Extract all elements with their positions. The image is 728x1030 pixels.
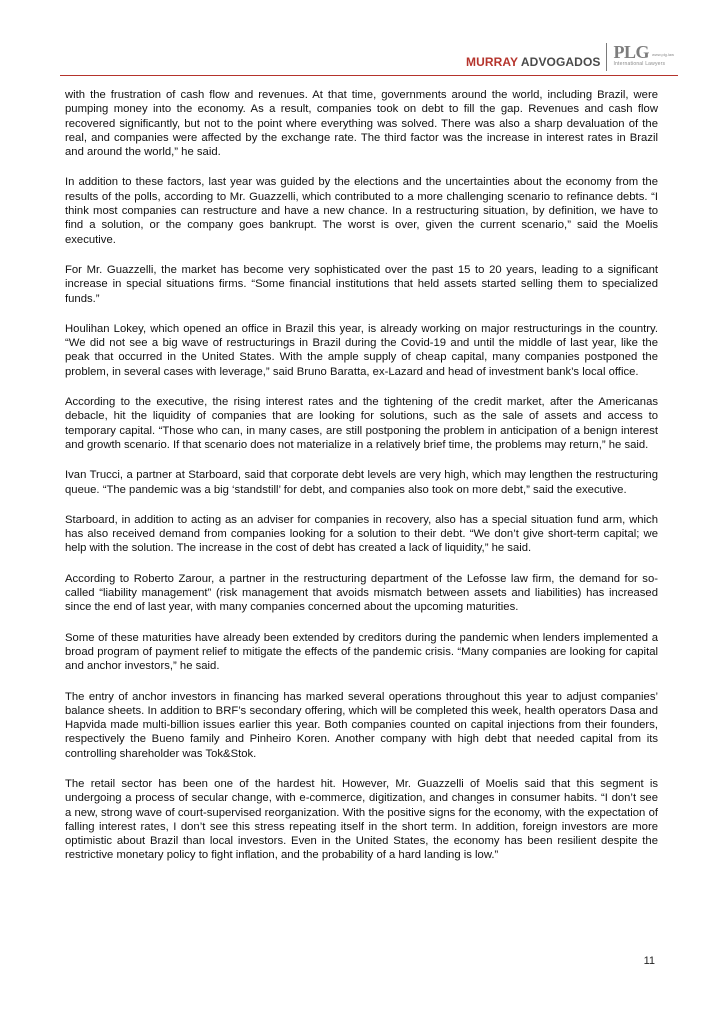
paragraph: According to the executive, the rising interest rates and the tightening of the credit market, after the Americanas debacle, hit the liquidity of companies that are looking for solutions, such as the sale of assets and access to temporary capital. “Those who can, in many cases, are still postponing the problem in anticipation of a benign interest and growth scenario. If that scenario does not materialize in a relatively brief time, the problems may return,” he said. <box>65 396 658 451</box>
paragraph: Some of these maturities have already been extended by creditors during the pandemic when lenders implemented a broad program of payment relief to mitigate the effects of the pandemic crisis. “Many companies are looking for capital and anchor investors,” he said. <box>65 631 658 673</box>
plg-subtitle: International Lawyers <box>613 61 666 67</box>
header-brand <box>466 38 678 71</box>
paragraph: with the frustration of cash flow and revenues. At that time, governments around the world, including Brazil, were pumping money into the economy. As a result, companies took on debt to fill the gap. Revenues and cash flow recovered significantly, but not to the point where everything was solved. There was also a sharp devaluation of the real, and companies were affected by the exchange rate. The third factor was the increase in interest rates in Brazil and around the world,” he said. <box>65 89 658 159</box>
header-rule <box>60 75 678 76</box>
firm-name-bold: MURRAY <box>465 55 518 69</box>
plg-small-text: www.plg.law <box>652 52 675 58</box>
paragraph: For Mr. Guazzelli, the market has become very sophisticated over the past 15 to 20 years, leading to a significant increase in special situations firms. “Some financial institutions that held assets started selling them to specialized funds.” <box>65 263 658 305</box>
paragraph: The entry of anchor investors in financing has marked several operations throughout this year to adjust companies’ balance sheets. In addition to BRF’s secondary offering, which will be completed this week, health operators Dasa and Hapvida made multi-billion issues earlier this year. Both companies counted on capital injections from their founders, respectively the Bueno family and Pinheiro Koren. Another company with high debt that needed capital from its controlling shareholder was Tok&Stok. <box>65 690 658 760</box>
firm-name <box>466 55 601 69</box>
paragraph: Starboard, in addition to acting as an adviser for companies in recovery, also has a special situation fund arm, which has also received demand from companies looking for a solution to their debt. “We don’t give short-term capital; we help with the solution. The increase in the cost of debt has created a lack of liquidity,” he said. <box>65 513 658 555</box>
paragraph: In addition to these factors, last year was guided by the elections and the uncertainties about the economy from the results of the polls, according to Mr. Guazzelli, which contributed to a more challenging scenario to refinance debts. “I think most companies can restructure and have a new chance. In a restructuring situation, by definition, we have to find a solution, or the company goes bankrupt. The worst is over, given the current scenario,” said the Moelis executive. <box>65 176 658 246</box>
paragraph: Ivan Trucci, a partner at Starboard, said that corporate debt levels are very high, which may lengthen the restructuring queue. “The pandemic was a big ‘standstill’ for debt, and companies also took on more debt,” said the executive. <box>65 469 658 496</box>
header-separator <box>606 43 607 71</box>
network-logo <box>613 43 678 67</box>
paragraph: According to Roberto Zarour, a partner in the restructuring department of the Lefosse law firm, the demand for so-called “liability management” (risk management that avoids mismatch between assets and liabilities) has increased since the end of last year, with many companies concerned about the upcoming maturities. <box>65 572 658 614</box>
plg-logo-text: PLG <box>613 42 649 62</box>
paragraph: The retail sector has been one of the hardest hit. However, Mr. Guazzelli of Moelis said that this segment is undergoing a process of secular change, with e-commerce, digitization, and changes in consumer habits. “I don’t see a new, strong wave of court-supervised reorganization. With the positive signs for the economy, with the expectation of falling interest rates, I don’t see this stress repeating itself in the short term. In addition, foreign investors are more optimistic about Brazil than local investors. Even in the United States, the economy has been resilient despite the restrictive monetary policy to fight inflation, and the probability of a hard landing is low.” <box>65 777 658 862</box>
document-body <box>65 88 658 879</box>
page-number: 11 <box>643 955 655 967</box>
paragraph: Houlihan Lokey, which opened an office in Brazil this year, is already working on major restructurings in the country. “We did not see a big wave of restructurings in Brazil during the Covid-19 and until the middle of last year, like the peak that occurred in the United States. With the ample supply of cheap capital, many companies postponed the problem, in several cases with leverage,” said Bruno Baratta, ex-Lazard and head of investment bank’s local office. <box>65 322 658 378</box>
page-header <box>60 38 678 78</box>
firm-name-rest: ADVOGADOS <box>517 55 601 69</box>
